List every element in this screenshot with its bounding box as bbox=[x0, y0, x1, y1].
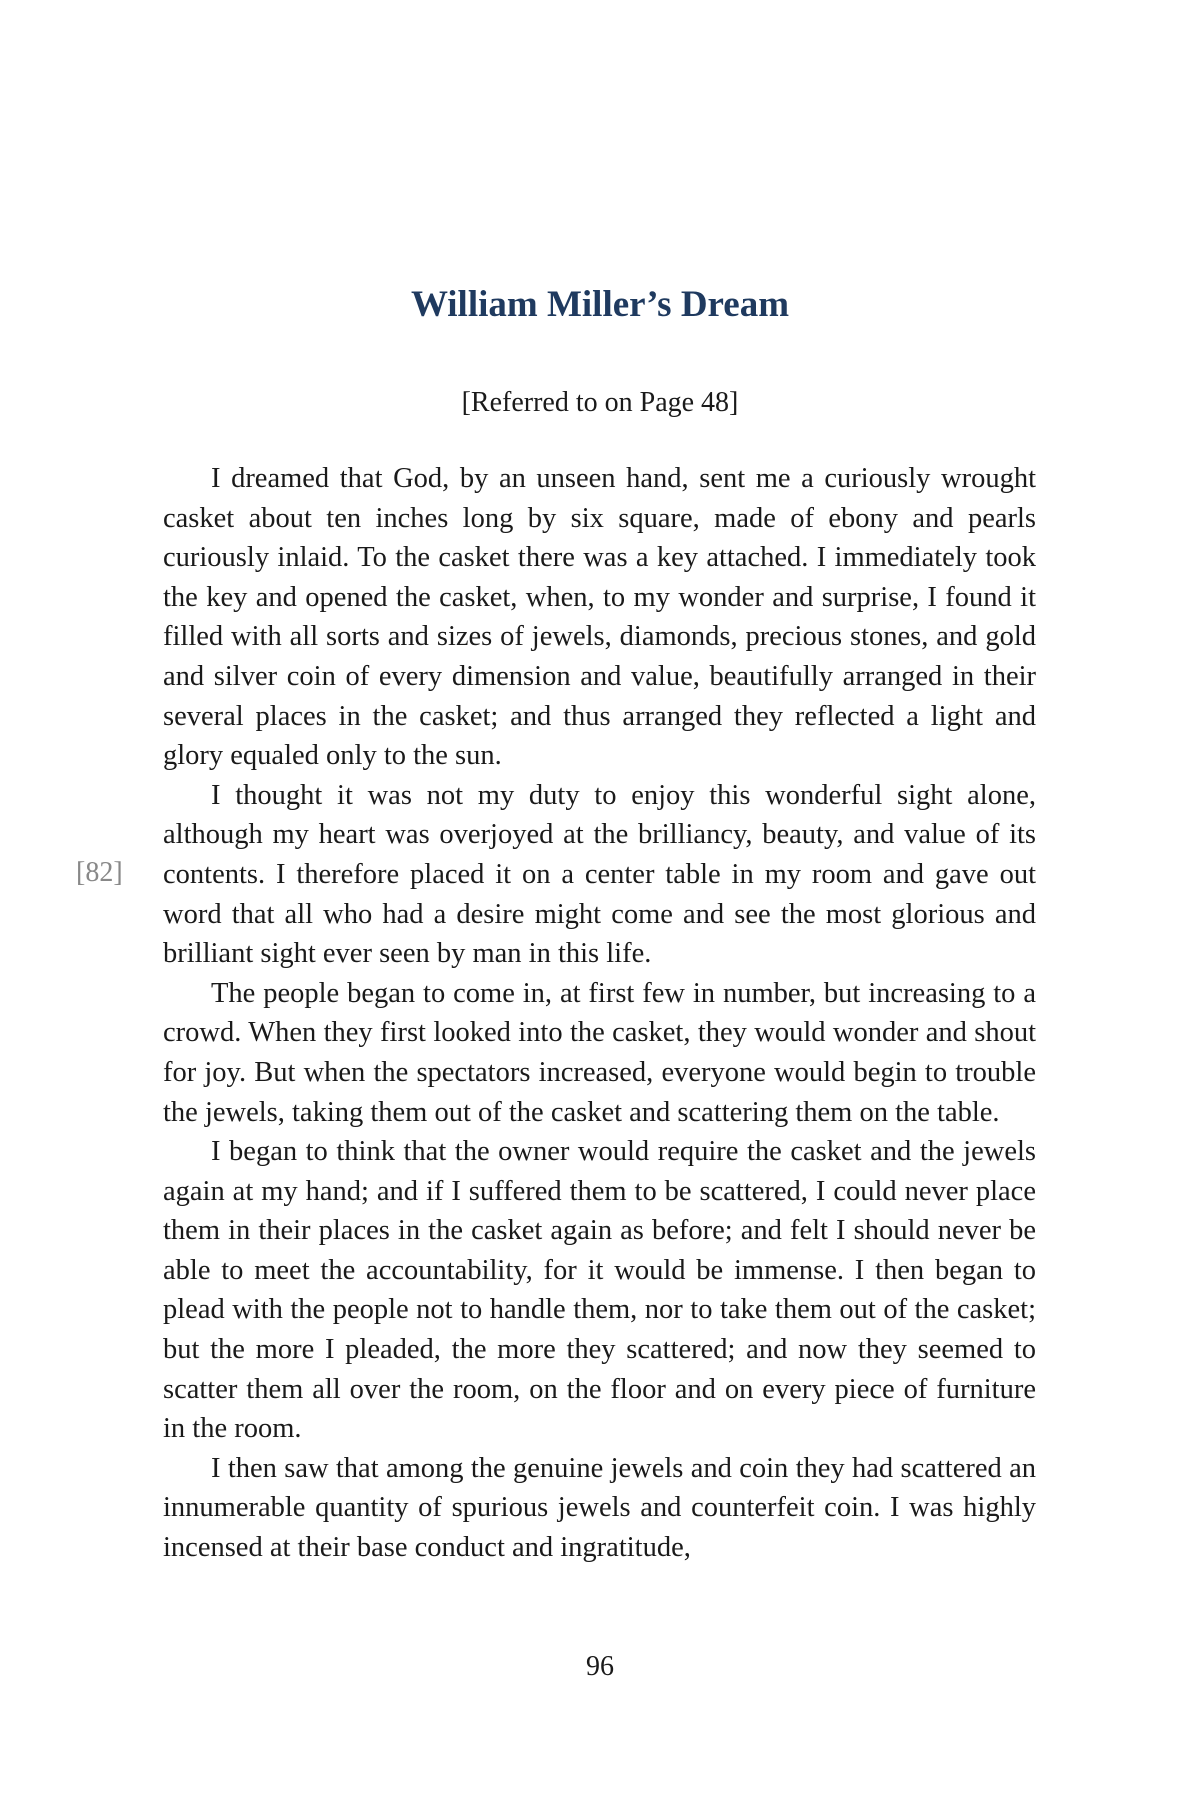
paragraph: I dreamed that God, by an unseen hand, sent me a curiously wrought casket about ten inches long by six square, made of ebony and pearls curiously inlaid. To the casket there was a key attached. I immediately took the key and opened the casket, when, to my wonder and surprise, I found it filled with all sorts and sizes of jewels, diamonds, precious stones, and gold and silver coin of every dimension and value, beautifully arranged in their several places in the casket; and thus arranged they reflected a light and glory equaled only to the sun. bbox=[163, 463, 1036, 772]
page-title: William Miller’s Dream bbox=[410, 284, 790, 325]
paragraph: The people began to come in, at first few in number, but increasing to a crowd. When they first looked into the casket, they would wonder and shout for joy. But when the spectators increased, everyone would begin to trouble the jewels, taking them out of the casket and scattering them on the table. bbox=[163, 977, 1036, 1128]
body-text bbox=[163, 459, 1036, 1568]
page-number: 96 bbox=[586, 1651, 614, 1682]
page-subtitle: [Referred to on Page 48] bbox=[461, 387, 739, 418]
margin-page-reference: [82] bbox=[76, 857, 123, 888]
paragraph: I began to think that the owner would require the casket and the jewels again at my hand; and if I suffered them to be scattered, I could never place them in their places in the casket again as before; and felt I should never be able to meet the accountability, for it would be immense. I then began to plead with the people not to handle them, nor to take them out of the casket; but the more I pleaded, the more they scattered; and now they seemed to scatter them all over the room, on the floor and on every piece of furniture in the room. bbox=[163, 1136, 1036, 1445]
paragraph: I thought it was not my duty to enjoy this wonderful sight alone, although my heart was overjoyed at the brilliancy, beauty, and value of its contents. I therefore placed it on a center table in my room and gave out word that all who had a desire might come and see the most glorious and brilliant sight ever seen by man in this life. bbox=[163, 779, 1036, 970]
paragraph: I then saw that among the genuine jewels and coin they had scattered an innumerable quantity of spurious jewels and counterfeit coin. I was highly incensed at their base conduct and ingratitude, bbox=[163, 1452, 1036, 1564]
